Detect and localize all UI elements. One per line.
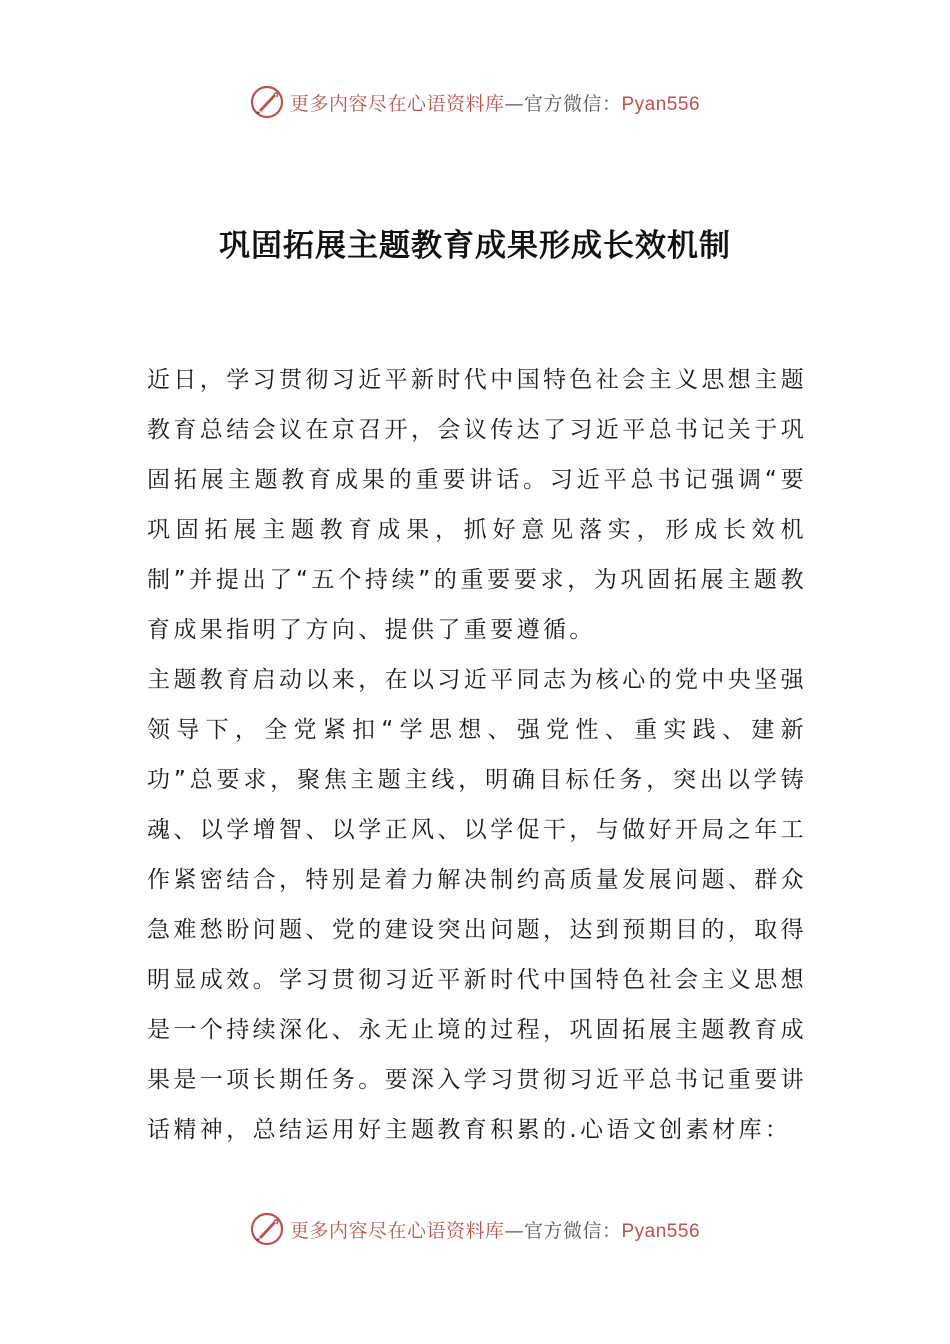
footer-wechat-id: Pyan556 bbox=[621, 1220, 701, 1242]
footer-watermark-text bbox=[290, 1216, 700, 1243]
document-title: 巩固拓展主题教育成果形成长效机制 bbox=[219, 228, 731, 264]
paragraph-1: 近日，学习贯彻习近平新时代中国特色社会主义思想主题教育总结会议在京召开，会议传达了习近平总书记关于巩固拓展主题教育成果的重要讲话。习近平总书记强调“要巩固拓展主题教育成果，抓好意见落实，形成长效机制”并提出了“五个持续”的重要要求，为巩固拓展主题教育成果指明了方向、提供了重要遵循。 bbox=[147, 367, 807, 643]
header-wechat-id: Pyan556 bbox=[621, 93, 701, 115]
header-watermark bbox=[0, 82, 950, 122]
footer-brand-text: 更多内容尽在心语资料库 bbox=[289, 1219, 505, 1242]
footer-official-text: —官方微信： bbox=[504, 1219, 622, 1242]
document-body bbox=[147, 355, 807, 1155]
header-watermark-text bbox=[290, 89, 700, 116]
footer-watermark bbox=[0, 1209, 950, 1249]
header-official-text: —官方微信： bbox=[504, 92, 622, 115]
quill-pen-icon bbox=[250, 85, 284, 119]
header-brand-text: 更多内容尽在心语资料库 bbox=[289, 92, 505, 115]
quill-pen-icon bbox=[250, 1212, 284, 1246]
paragraph-2: 主题教育启动以来，在以习近平同志为核心的党中央坚强领导下，全党紧扣“学思想、强党性、重实践、建新功”总要求，聚焦主题主线，明确目标任务，突出以学铸魂、以学增智、以学正风、以学促干，与做好开局之年工作紧密结合，特别是着力解决制约高质量发展问题、群众急难愁盼问题、党的建设突出问题，达到预期目的，取得明显成效。学习贯彻习近平新时代中国特色社会主义思想是一个持续深化、永无止境的过程，巩固拓展主题教育成果是一项长期任务。要深入学习贯彻习近平总书记重要讲话精神，总结运用好主题教育积累的.心语文创素材库： bbox=[147, 667, 807, 1143]
